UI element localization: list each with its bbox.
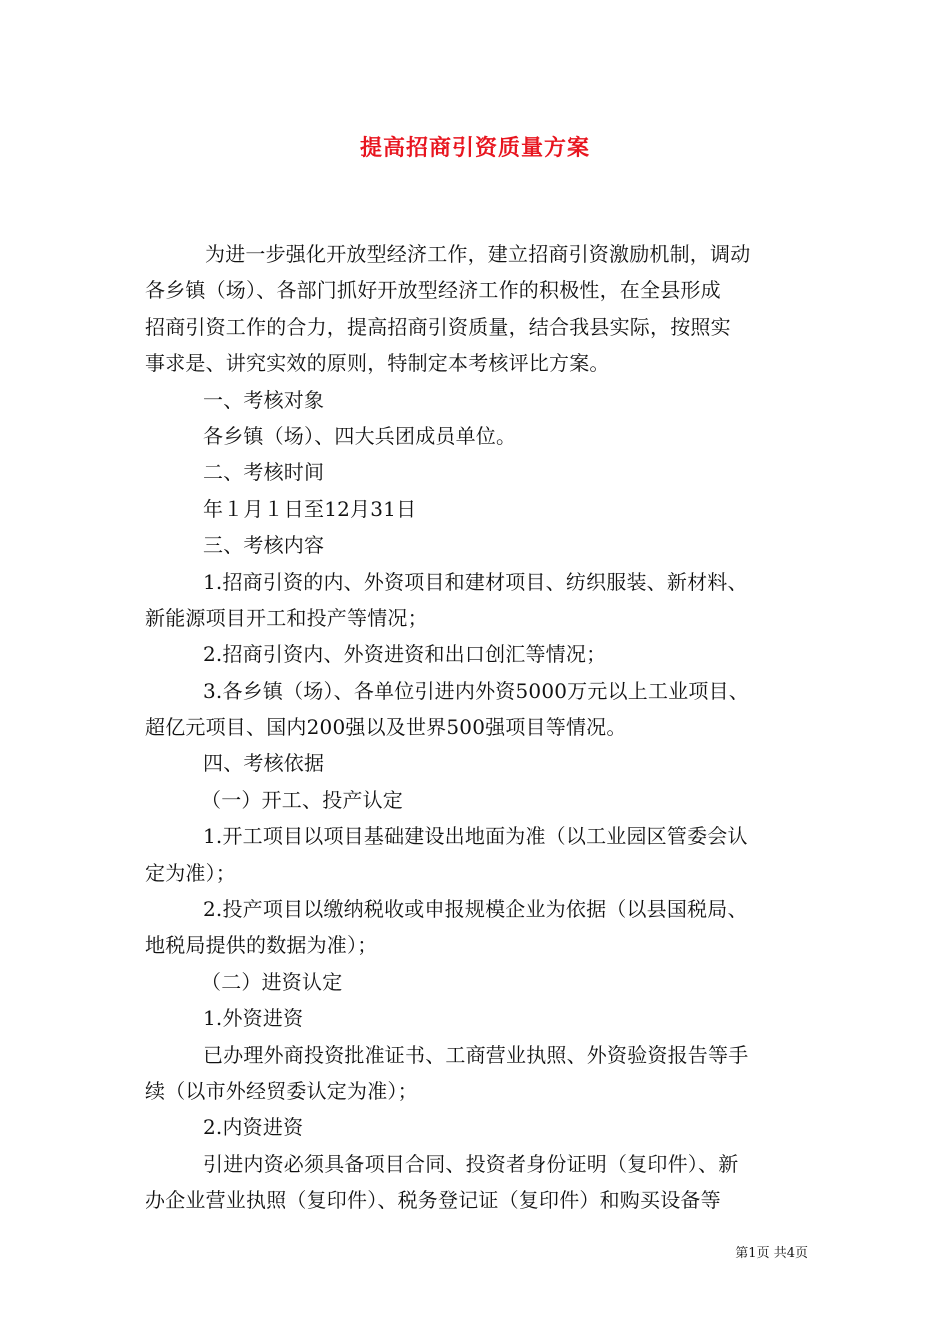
list-item-line: 超亿元项目、国内200强以及世界500强项目等情况。 bbox=[145, 715, 627, 740]
paragraph-line: 续（以市外经贸委认定为准）； bbox=[145, 1078, 418, 1103]
paragraph-line: 办企业营业执照（复印件）、税务登记证（复印件）和购买设备等 bbox=[145, 1188, 721, 1213]
list-item-line: 3.各乡镇（场）、各单位引进内外资5000万元以上工业项目、 bbox=[203, 678, 749, 703]
list-item-line: 2.投产项目以缴纳税收或申报规模企业为依据（以县国税局、 bbox=[203, 897, 748, 922]
paragraph-line: 事求是、讲究实效的原则，特制定本考核评比方案。 bbox=[145, 351, 610, 376]
paragraph-line: 引进内资必须具备项目合同、投资者身份证明（复印件）、新 bbox=[203, 1151, 739, 1176]
paragraph-line: 各乡镇（场）、四大兵团成员单位。 bbox=[203, 423, 517, 448]
list-item-line: 1.开工项目以项目基础建设出地面为准（以工业园区管委会认 bbox=[203, 824, 748, 849]
subsection-heading: （二）进资认定 bbox=[201, 969, 343, 994]
section-heading: 四、考核依据 bbox=[203, 751, 325, 776]
paragraph-line: 已办理外商投资批准证书、工商营业执照、外资验资报告等手 bbox=[203, 1042, 749, 1067]
list-item-line: 地税局提供的数据为准）； bbox=[145, 933, 378, 958]
footer-page-number: 1 bbox=[748, 1246, 757, 1261]
list-item-line: 新能源项目开工和投产等情况； bbox=[145, 605, 428, 630]
paragraph-line: 为进一步强化开放型经济工作，建立招商引资激励机制，调动 bbox=[205, 242, 751, 266]
document-body bbox=[145, 236, 815, 1219]
section-heading: 二、考核时间 bbox=[203, 460, 325, 485]
list-item-line: 1.外资进资 bbox=[203, 1006, 304, 1031]
document-title: 提高招商引资质量方案 bbox=[359, 135, 590, 161]
list-item-line: 定为准）； bbox=[145, 860, 236, 885]
list-item-line: 1.招商引资的内、外资项目和建材项目、纺织服装、新材料、 bbox=[203, 569, 748, 594]
subsection-heading: （一）开工、投产认定 bbox=[201, 787, 403, 812]
footer-total-pages: 4 bbox=[786, 1246, 795, 1261]
section-heading: 三、考核内容 bbox=[203, 533, 325, 558]
paragraph-line: 年１月１日至12月31日 bbox=[203, 496, 417, 521]
footer-suffix: 页 bbox=[794, 1246, 808, 1261]
footer-middle: 页 共 bbox=[756, 1246, 787, 1261]
footer-prefix: 第 bbox=[735, 1246, 749, 1261]
page-footer bbox=[0, 1244, 808, 1264]
paragraph-line: 招商引资工作的合力，提高招商引资质量，结合我县实际，按照实 bbox=[145, 314, 731, 339]
list-item-line: 2.招商引资内、外资进资和出口创汇等情况； bbox=[203, 642, 607, 667]
list-item-line: 2.内资进资 bbox=[203, 1115, 304, 1140]
paragraph-line: 各乡镇（场）、各部门抓好开放型经济工作的积极性，在全县形成 bbox=[145, 278, 721, 303]
section-heading: 一、考核对象 bbox=[203, 387, 325, 412]
